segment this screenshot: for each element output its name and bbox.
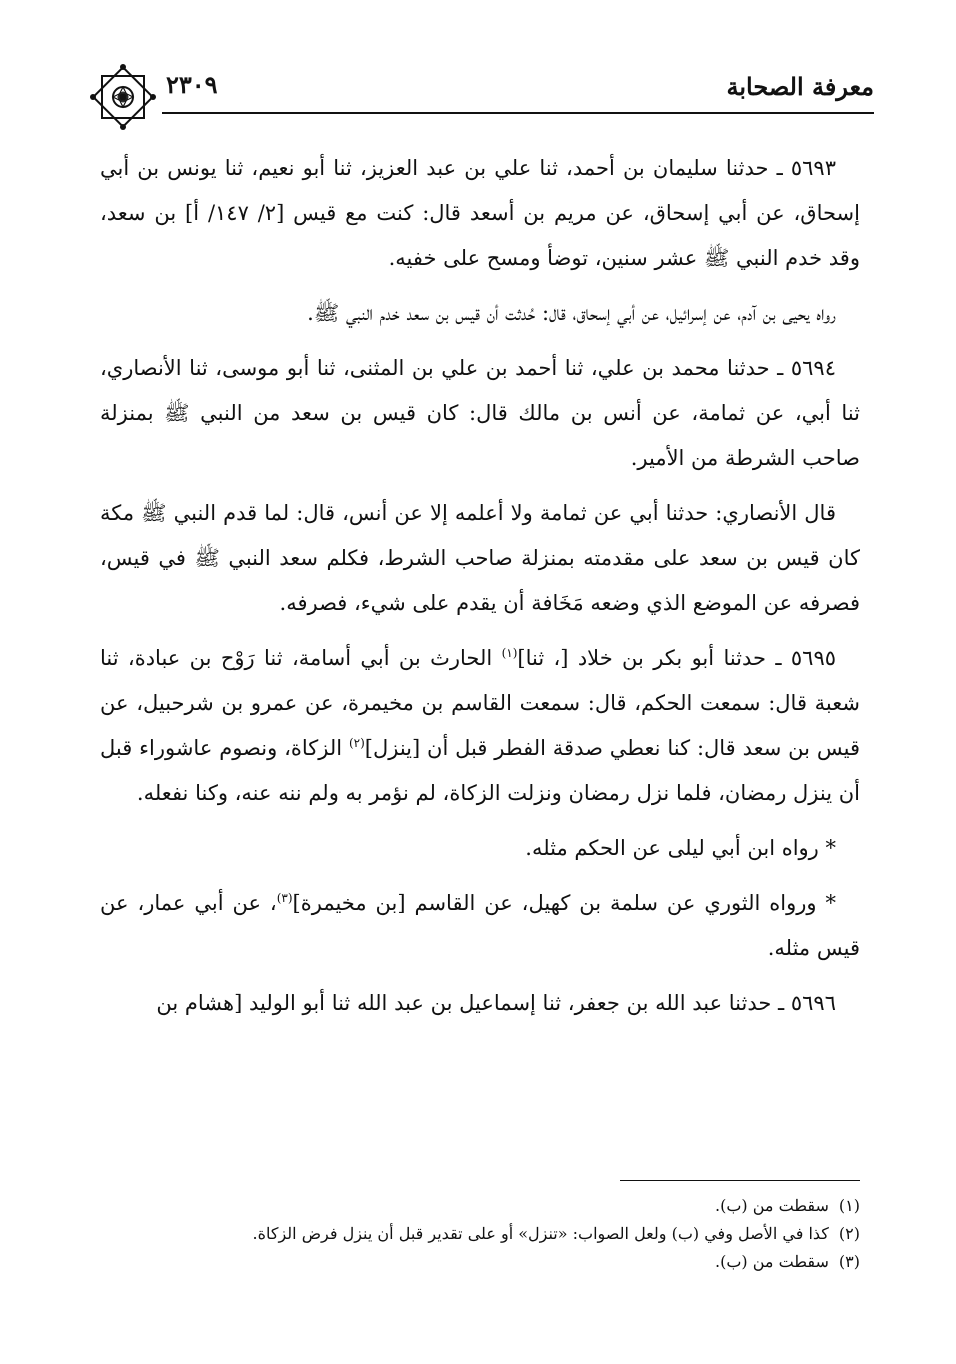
page-number: ٢٣٠٩ <box>166 70 218 99</box>
narration-thawri-part1: * ورواه الثوري عن سلمة بن كهيل، عن القاسم [بن مخيمرة] <box>292 891 836 915</box>
book-title: معرفة الصحابة <box>726 72 874 101</box>
hadith-5696: ٥٦٩٦ ـ حدثنا عبد الله بن جعفر، ثنا إسماعيل بن عبد الله ثنا أبو الوليد [هشام بن <box>156 991 836 1015</box>
footnote-2 <box>100 1220 860 1248</box>
narration-thawri-part2: ، عن أبي عمار، عن قيس مثله. <box>100 891 860 960</box>
footnote-rule <box>620 1180 860 1181</box>
footnote-ref-1: (١) <box>501 646 518 660</box>
hadith-5695-part1: ٥٦٩٥ ـ حدثنا أبو بكر بن خلاد [، ثنا] <box>517 646 837 670</box>
ansari-narration: قال الأنصاري: حدثنا أبي عن ثمامة ولا أعلمه إلا عن أنس، قال: لما قدم النبي ﷺ مكة كان قيس بن سعد على مقدمته بمنزلة صاحب الشرط، فكلم سعد النبي ﷺ في قيس، فصرفه عن الموضع الذي وضعه مَخَافة أن يقدم على شيء، فصرفه. <box>100 501 860 615</box>
footnote-number: (٢) <box>838 1224 860 1243</box>
narration-note: رواه يحيى بن آدم، عن إسرائيل، عن أبي إسحاق، قال: حُدثت أن قيس بن سعد خدم النبي ﷺ. <box>307 301 836 325</box>
hadith-5693: ٥٦٩٣ ـ حدثنا سليمان بن أحمد، ثنا علي بن عبد العزيز، ثنا أبو نعيم، ثنا يونس بن أبي إسحاق، عن أبي إسحاق، عن مريم بن أسعد قال: كنت مع قيس [٢/ ١٤٧/ أ] بن سعد، وقد خدم النبي ﷺ عشر سنين، توضأ ومسح على خفيه. <box>100 156 860 270</box>
hadith-5695-part2: الحارث بن أبي أسامة، ثنا رَوْح بن عبادة، ثنا شعبة قال: سمعت الحكم، قال: سمعت القاسم بن مخيمرة، عن عمرو بن شرحبيل، عن قيس بن سعد قال: كنا نعطي صدقة الفطر قبل أن [ينزل] <box>100 646 860 760</box>
hadith-5694: ٥٦٩٤ ـ حدثنا محمد بن علي، ثنا أحمد بن علي بن المثنى، ثنا أبو موسى، ثنا الأنصاري، ثنا أبي، عن ثمامة، عن أنس بن مالك قال: كان قيس بن سعد من النبي ﷺ بمنزلة صاحب الشرطة من الأمير. <box>100 356 860 470</box>
main-text <box>100 146 860 1036</box>
narration-thawri <box>100 881 860 971</box>
footnote-text: سقطت من (ب). <box>715 1196 829 1215</box>
footnote-1 <box>100 1192 860 1220</box>
hadith-5695-part3: الزكاة، ونصوم عاشوراء قبل أن ينزل رمضان، فلما نزل رمضان ونزلت الزكاة، لم نؤمر به ولم ننه عنه، وكنا نفعله. <box>100 736 860 805</box>
footnote-text: سقطت من (ب). <box>715 1252 829 1271</box>
footnote-number: (١) <box>838 1196 860 1215</box>
eight-point-star-ornament-icon <box>88 62 158 132</box>
footnotes <box>100 1192 860 1276</box>
narration-ibn-abi-layla: * رواه ابن أبي ليلى عن الحكم مثله. <box>525 836 836 860</box>
footnote-text: كذا في الأصل وفي (ب) ولعل الصواب: «تنزل» أو على تقدير قبل أن ينزل فرض الزكاة. <box>252 1224 829 1243</box>
hadith-5695 <box>100 636 860 816</box>
footnote-ref-2: (٢) <box>348 736 365 750</box>
footnote-ref-3: (٣) <box>276 891 293 905</box>
footnote-number: (٣) <box>838 1252 860 1271</box>
footnote-3 <box>100 1248 860 1276</box>
page-header <box>88 62 874 132</box>
header-rule <box>162 112 874 114</box>
